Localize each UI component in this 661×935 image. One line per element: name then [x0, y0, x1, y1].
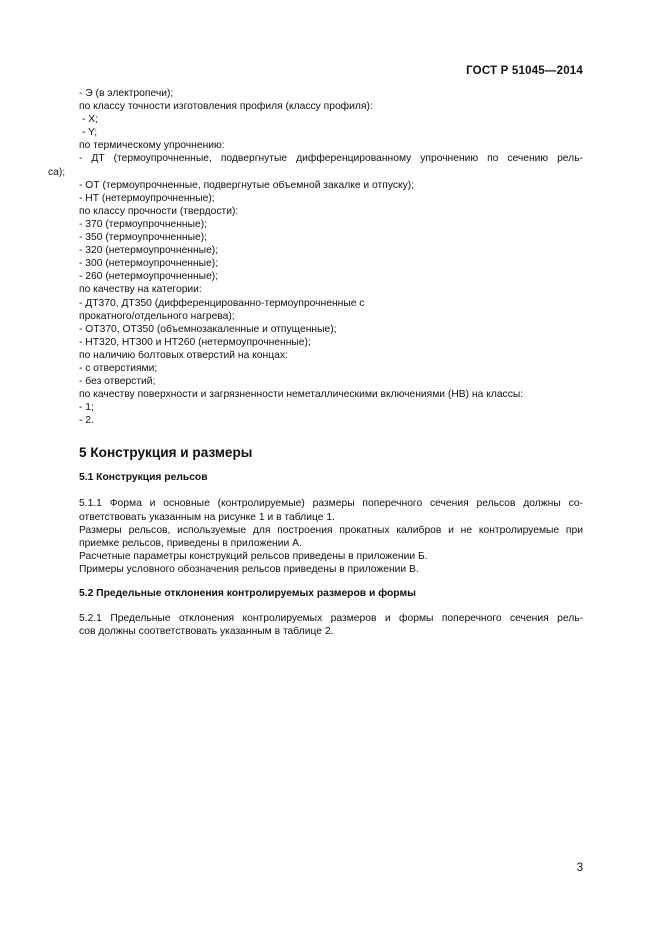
list-item-dt-line1: - ДТ (термоупрочненные, подвергнутые дифференцированному упрочнению по сечению рель-	[79, 153, 583, 165]
list-item: - ОТ370, ОТ350 (объемнозакаленные и отпущенные);	[79, 323, 337, 335]
list-item: - НТ (нетермоупрочненные);	[79, 192, 215, 204]
paragraph-line: сов должны соответствовать указанным в таблице 2.	[79, 626, 334, 638]
document-body	[48, 87, 583, 638]
paragraph-line: приемке рельсов, приведены в приложении А.	[79, 537, 302, 549]
list-item: - 260 (нетермоупрочненные);	[79, 271, 219, 283]
paragraph-5-2-1	[79, 612, 583, 638]
list-item: по классу точности изготовления профиля (классу профиля):	[79, 101, 373, 113]
list-item: по качеству на категории:	[79, 284, 202, 296]
document-header: ГОСТ Р 51045—2014	[466, 65, 583, 77]
section-5-2-title: 5.2 Предельные отклонения контролируемых размеров и формы	[79, 588, 416, 599]
section-5-1-title: 5.1 Конструкция рельсов	[79, 472, 208, 484]
list-item: прокатного/отдельного нагрева);	[79, 310, 235, 322]
list-item: - 300 (нетермоупрочненные);	[79, 258, 219, 270]
classification-list-mid	[79, 179, 583, 428]
list-item: по качеству поверхности и загрязненности неметаллическими включениями (НВ) на классы:	[79, 389, 524, 401]
list-item: - Y;	[82, 127, 98, 139]
list-item: - ОТ (термоупрочненные, подвергнутые объемной закалке и отпуску);	[79, 179, 415, 191]
paragraph-line: ответствовать указанным на рисунке 1 и в таблице 1.	[79, 511, 335, 523]
paragraph-line: Расчетные параметры конструкций рельсов приведены в приложении Б.	[79, 550, 428, 562]
list-item: - НТ320, НТ300 и НТ260 (нетермоупрочненные);	[79, 336, 311, 348]
list-item: - 370 (термоупрочненные);	[79, 218, 208, 230]
paragraph-line: Примеры условного обозначения рельсов приведены в приложении В.	[79, 563, 419, 575]
list-item-dt-line2: са);	[48, 166, 66, 178]
list-item: - 350 (термоупрочненные);	[79, 232, 208, 244]
list-item: по термическому упрочнению:	[79, 140, 225, 152]
paragraph-line: 5.1.1 Форма и основные (контролируемые) размеры поперечного сечения рельсов должны со-	[79, 498, 583, 510]
classification-list-top	[48, 87, 583, 179]
list-item: - без отверстий;	[79, 376, 156, 388]
section-5-title: 5 Конструкция и размеры	[79, 445, 253, 461]
list-item: - ДТ370, ДТ350 (дифференцированно-термоупрочненные с	[79, 297, 365, 309]
list-item: - Х;	[82, 114, 99, 126]
list-item: - Э (в электропечи);	[79, 88, 174, 99]
list-item: - с отверстиями;	[79, 362, 158, 374]
paragraph-5-1-1	[79, 497, 583, 576]
page-number: 3	[576, 862, 583, 874]
paragraph-line: Размеры рельсов, используемые для построения прокатных калибров и не контролируемые при	[79, 524, 583, 536]
list-item: - 320 (нетермоупрочненные);	[79, 245, 219, 257]
list-item: по классу прочности (твердости):	[79, 205, 239, 217]
list-item: по наличию болтовых отверстий на концах:	[79, 349, 288, 361]
list-item: - 1;	[79, 402, 94, 414]
paragraph-line: 5.2.1 Предельные отклонения контролируемых размеров и формы поперечного сечения рель-	[79, 613, 583, 624]
list-item: - 2.	[79, 415, 94, 427]
